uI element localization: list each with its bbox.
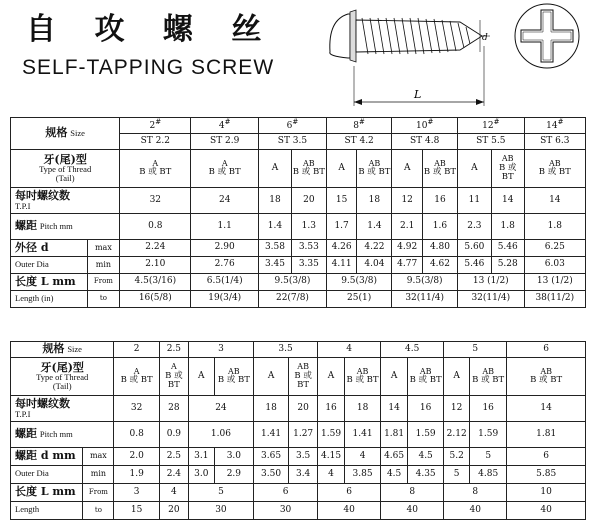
size-cell: 4#: [191, 118, 259, 134]
thread-cell: AB B 或 BT: [408, 358, 444, 396]
pitch-cell: 1.41: [344, 422, 380, 448]
size-header-cell: 规格 Size: [11, 342, 114, 358]
tpi-cell: 24: [191, 188, 259, 214]
od-max-cell: 6.25: [524, 240, 585, 257]
size-cell: 6: [507, 342, 586, 358]
thread-cell: A: [188, 358, 214, 396]
od-min-cell: 2.4: [159, 466, 188, 484]
size-cell: 8#: [326, 118, 392, 134]
st-cell: ST 3.5: [259, 134, 327, 150]
pitch-cell: 1.8: [491, 214, 524, 240]
od-max-cell: 3.53: [291, 240, 326, 257]
pitch-cell: 1.27: [289, 422, 318, 448]
st-cell: ST 6.3: [524, 134, 585, 150]
od-max-cell: 2.24: [120, 240, 191, 257]
len-to-cell: 40: [381, 502, 444, 520]
length-header-en: Length: [11, 502, 83, 520]
tpi-cell: 24: [188, 396, 253, 422]
imperial-spec-table: [10, 117, 586, 308]
tpi-cell: 16: [422, 188, 457, 214]
size-cell: 10#: [392, 118, 458, 134]
od-max-cell: 5.2: [444, 448, 470, 466]
len-from-cell: 5: [188, 484, 253, 502]
size-cell: 3: [188, 342, 253, 358]
size-cell: 5: [444, 342, 507, 358]
od-max-cell: 3.65: [254, 448, 289, 466]
thread-cell: A: [457, 150, 491, 188]
od-max-cell: 5: [470, 448, 507, 466]
tpi-cell: 14: [507, 396, 586, 422]
pitch-cell: 2.3: [457, 214, 491, 240]
len-from-cell: 9.5(3/8): [326, 274, 392, 291]
thread-cell: A: [254, 358, 289, 396]
min-label: min: [83, 466, 114, 484]
pitch-cell: 1.81: [507, 422, 586, 448]
dim-d-label: d: [482, 33, 488, 43]
od-max-cell: 3.1: [188, 448, 214, 466]
od-max-cell: 2.90: [191, 240, 259, 257]
od-max-cell: 4.15: [318, 448, 345, 466]
od-min-cell: 4.62: [422, 257, 457, 274]
thread-cell: A B 或 BT: [114, 358, 160, 396]
len-to-cell: 40: [507, 502, 586, 520]
od-min-cell: 3.45: [259, 257, 292, 274]
len-from-cell: 4.5(3/16): [120, 274, 191, 291]
thread-cell: A: [381, 358, 408, 396]
thread-header-cell: 牙(尾)型 Type of Thread (Tail): [11, 358, 114, 396]
od-min-cell: 4.77: [392, 257, 423, 274]
tpi-cell: 14: [381, 396, 408, 422]
thread-cell: AB B 或 BT: [524, 150, 585, 188]
thread-cell: A: [259, 150, 292, 188]
od-min-cell: 4.04: [357, 257, 392, 274]
max-label: max: [87, 240, 120, 257]
od-min-cell: 4.35: [408, 466, 444, 484]
screw-drawing: [310, 0, 589, 112]
od-max-cell: 4.92: [392, 240, 423, 257]
tpi-header-cell: 每吋螺纹数 T.P.I: [11, 396, 114, 422]
to-label: to: [83, 502, 114, 520]
pitch-header-cell: 螺距 Pitch mm: [11, 214, 120, 240]
od-max-cell: 5.46: [491, 240, 524, 257]
from-label: From: [83, 484, 114, 502]
thread-header-cell: 牙(尾)型 Type of Thread (Tail): [11, 150, 120, 188]
len-from-cell: 9.5(3/8): [392, 274, 458, 291]
od-min-cell: 2.76: [191, 257, 259, 274]
thread-cell: A B 或 BT: [159, 358, 188, 396]
pitch-cell: 0.9: [159, 422, 188, 448]
tpi-cell: 14: [524, 188, 585, 214]
len-to-cell: 16(5/8): [120, 291, 191, 308]
od-min-cell: 5.28: [491, 257, 524, 274]
od-header-cn: 外径 d: [11, 240, 88, 257]
len-from-cell: 3: [114, 484, 160, 502]
pitch-cell: 1.6: [422, 214, 457, 240]
len-from-cell: 8: [444, 484, 507, 502]
od-min-cell: 4.11: [326, 257, 357, 274]
len-from-cell: 8: [381, 484, 444, 502]
thread-cell: AB B 或 BT: [291, 150, 326, 188]
od-max-cell: 5.60: [457, 240, 491, 257]
st-cell: ST 4.8: [392, 134, 458, 150]
st-cell: ST 2.9: [191, 134, 259, 150]
od-max-cell: 4.5: [408, 448, 444, 466]
od-header-cn: 螺距 d mm: [11, 448, 83, 466]
pitch-cell: 2.1: [392, 214, 423, 240]
len-from-cell: 10: [507, 484, 586, 502]
od-max-cell: 6: [507, 448, 586, 466]
od-max-cell: 3.58: [259, 240, 292, 257]
od-max-cell: 4.22: [357, 240, 392, 257]
thread-cell: A: [326, 150, 357, 188]
min-label: min: [87, 257, 120, 274]
len-to-cell: 32(11/4): [457, 291, 524, 308]
od-min-cell: 2.10: [120, 257, 191, 274]
pitch-cell: 1.7: [326, 214, 357, 240]
title-english: SELF-TAPPING SCREW: [22, 56, 275, 79]
thread-cell: A: [392, 150, 423, 188]
pitch-cell: 1.06: [188, 422, 253, 448]
pitch-cell: 1.59: [318, 422, 345, 448]
size-cell: 12#: [457, 118, 524, 134]
od-max-cell: 2.0: [114, 448, 160, 466]
thread-cell: AB B 或 BT: [357, 150, 392, 188]
tpi-cell: 18: [357, 188, 392, 214]
len-from-cell: 13 (1/2): [524, 274, 585, 291]
tpi-cell: 12: [392, 188, 423, 214]
to-label: to: [87, 291, 120, 308]
od-max-cell: 3.5: [289, 448, 318, 466]
pitch-cell: 1.8: [524, 214, 585, 240]
size-cell: 6#: [259, 118, 327, 134]
tpi-cell: 20: [289, 396, 318, 422]
od-max-cell: 4.80: [422, 240, 457, 257]
thread-cell: AB B 或 BT: [507, 358, 586, 396]
len-to-cell: 25(1): [326, 291, 392, 308]
len-to-cell: 40: [444, 502, 507, 520]
len-from-cell: 4: [159, 484, 188, 502]
od-header-en: Outer Dia: [11, 466, 83, 484]
st-cell: ST 2.2: [120, 134, 191, 150]
tpi-cell: 20: [291, 188, 326, 214]
tpi-cell: 18: [344, 396, 380, 422]
length-header-en: Length (in): [11, 291, 88, 308]
pitch-cell: 1.81: [381, 422, 408, 448]
od-max-cell: 3.0: [214, 448, 253, 466]
st-cell: ST 4.2: [326, 134, 392, 150]
size-cell: 2: [114, 342, 160, 358]
thread-cell: A B 或 BT: [191, 150, 259, 188]
len-to-cell: 30: [254, 502, 318, 520]
len-from-cell: 6.5(1/4): [191, 274, 259, 291]
pitch-cell: 1.4: [259, 214, 292, 240]
max-label: max: [83, 448, 114, 466]
pitch-cell: 2.12: [444, 422, 470, 448]
size-cell: 2#: [120, 118, 191, 134]
len-to-cell: 19(3/4): [191, 291, 259, 308]
pitch-cell: 1.41: [254, 422, 289, 448]
pitch-cell: 0.8: [114, 422, 160, 448]
thread-cell: A B 或 BT: [120, 150, 191, 188]
od-max-cell: 4.65: [381, 448, 408, 466]
tpi-cell: 12: [444, 396, 470, 422]
len-to-cell: 15: [114, 502, 160, 520]
pitch-cell: 0.8: [120, 214, 191, 240]
od-max-cell: 4: [344, 448, 380, 466]
size-header-cell: 规格 Size: [11, 118, 120, 150]
thread-cell: AB B 或 BT: [214, 358, 253, 396]
tpi-cell: 32: [120, 188, 191, 214]
metric-spec-table: [10, 341, 586, 520]
tpi-cell: 18: [259, 188, 292, 214]
thread-cell: AB B 或 BT: [289, 358, 318, 396]
tpi-cell: 32: [114, 396, 160, 422]
pitch-cell: 1.59: [470, 422, 507, 448]
size-cell: 3.5: [254, 342, 318, 358]
st-cell: ST 5.5: [457, 134, 524, 150]
od-max-cell: 2.5: [159, 448, 188, 466]
thread-cell: A: [444, 358, 470, 396]
od-min-cell: 3.50: [254, 466, 289, 484]
len-from-cell: 6: [254, 484, 318, 502]
len-from-cell: 6: [318, 484, 381, 502]
od-min-cell: 3.35: [291, 257, 326, 274]
len-to-cell: 30: [188, 502, 253, 520]
od-max-cell: 4.26: [326, 240, 357, 257]
od-min-cell: 3.85: [344, 466, 380, 484]
len-to-cell: 20: [159, 502, 188, 520]
od-min-cell: 4.85: [470, 466, 507, 484]
od-min-cell: 6.03: [524, 257, 585, 274]
pitch-cell: 1.3: [291, 214, 326, 240]
title-chinese: 自 攻 螺 丝: [26, 12, 276, 47]
from-label: From: [87, 274, 120, 291]
od-min-cell: 3.4: [289, 466, 318, 484]
pitch-header-cell: 螺距 Pitch mm: [11, 422, 114, 448]
tpi-cell: 16: [408, 396, 444, 422]
thread-cell: A: [318, 358, 345, 396]
length-header-cn: 长度 L mm: [11, 484, 83, 502]
len-to-cell: 38(11/2): [524, 291, 585, 308]
dim-l-label: L: [414, 88, 422, 101]
tpi-cell: 18: [254, 396, 289, 422]
tpi-header-cell: 每吋螺纹数 T.P.I: [11, 188, 120, 214]
len-from-cell: 9.5(3/8): [259, 274, 327, 291]
pitch-cell: 1.1: [191, 214, 259, 240]
thread-cell: AB B 或 BT: [344, 358, 380, 396]
len-to-cell: 40: [318, 502, 381, 520]
size-cell: 2.5: [159, 342, 188, 358]
len-to-cell: 22(7/8): [259, 291, 327, 308]
od-min-cell: 4: [318, 466, 345, 484]
size-cell: 14#: [524, 118, 585, 134]
od-min-cell: 3.0: [188, 466, 214, 484]
size-cell: 4: [318, 342, 381, 358]
tpi-cell: 15: [326, 188, 357, 214]
od-min-cell: 5.46: [457, 257, 491, 274]
od-min-cell: 4.5: [381, 466, 408, 484]
od-min-cell: 5.85: [507, 466, 586, 484]
size-cell: 4.5: [381, 342, 444, 358]
thread-cell: AB B 或 BT: [422, 150, 457, 188]
od-header-en: Outer Dia: [11, 257, 88, 274]
tpi-cell: 11: [457, 188, 491, 214]
thread-cell: AB B 或 BT: [470, 358, 507, 396]
od-min-cell: 1.9: [114, 466, 160, 484]
thread-cell: AB B 或 BT: [491, 150, 524, 188]
len-from-cell: 13 (1/2): [457, 274, 524, 291]
tpi-cell: 16: [470, 396, 507, 422]
tpi-cell: 16: [318, 396, 345, 422]
pitch-cell: 1.59: [408, 422, 444, 448]
tpi-cell: 14: [491, 188, 524, 214]
len-to-cell: 32(11/4): [392, 291, 458, 308]
od-min-cell: 5: [444, 466, 470, 484]
od-min-cell: 2.9: [214, 466, 253, 484]
pitch-cell: 1.4: [357, 214, 392, 240]
tpi-cell: 28: [159, 396, 188, 422]
length-header-cn: 长度 L mm: [11, 274, 88, 291]
